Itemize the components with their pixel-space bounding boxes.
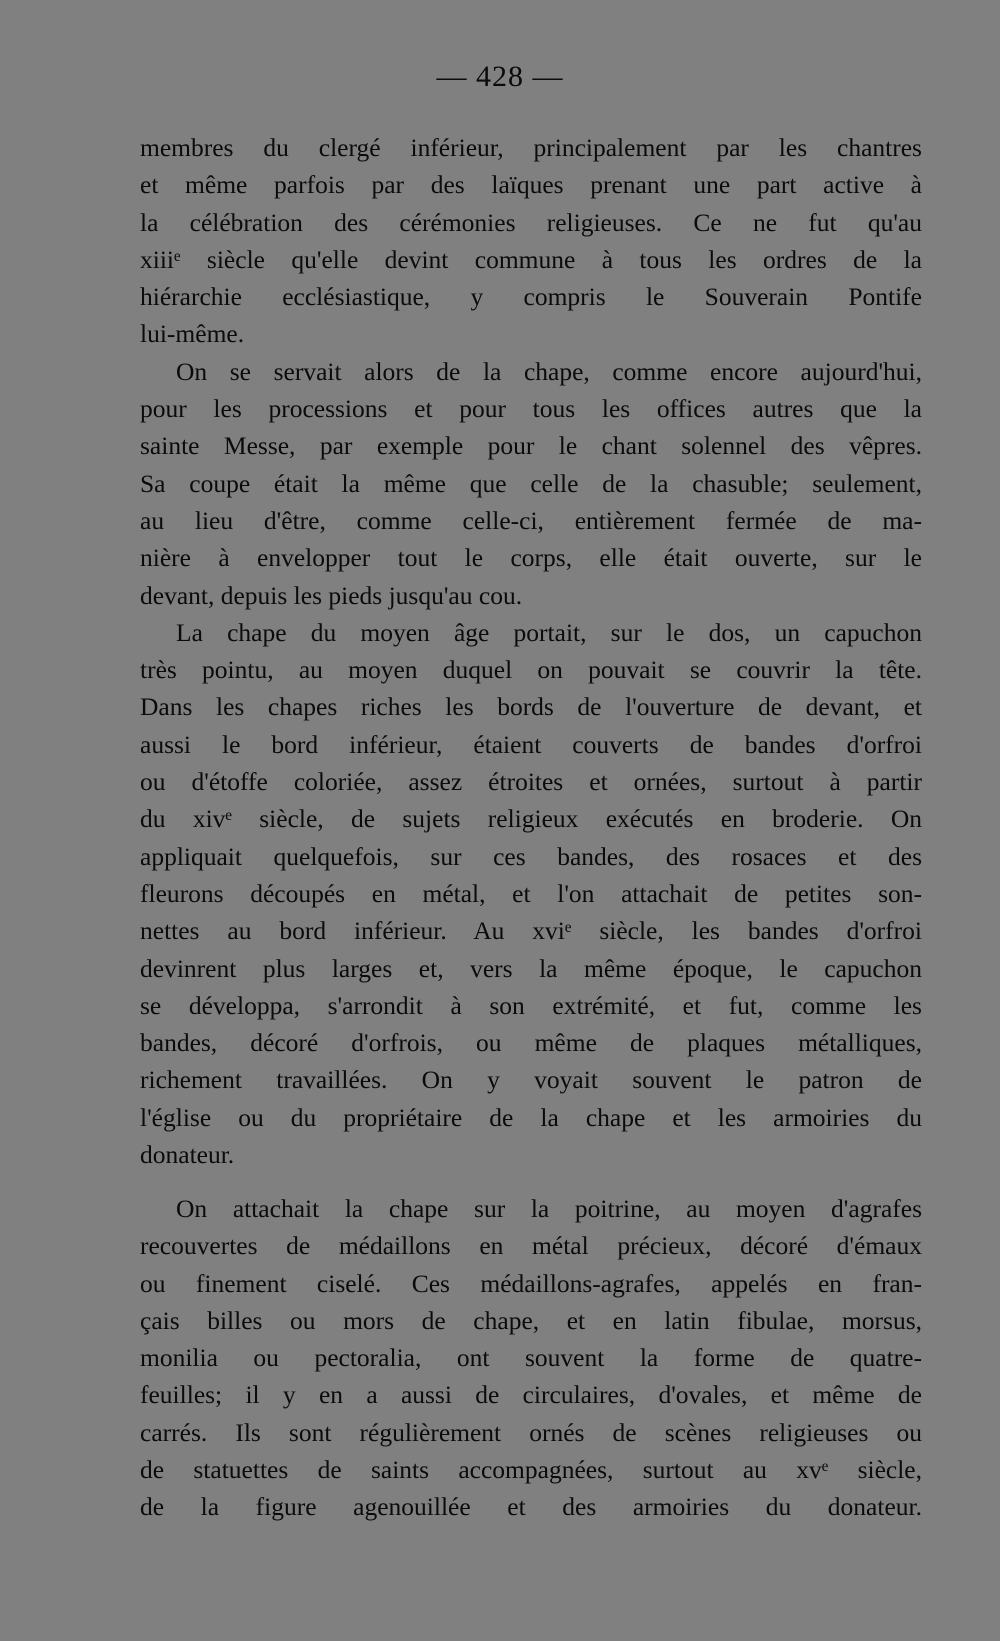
- paragraph-3: [140, 614, 922, 1173]
- text-line-wrap: [140, 1190, 922, 1227]
- text-line: richement travaillées. On y voyait souvent le patron de: [140, 1065, 922, 1095]
- text-line: aussi le bord inférieur, étaient couverts de bandes d'orfroi: [140, 729, 922, 759]
- text-line: donateur.: [140, 1140, 235, 1170]
- text-line: la célébration des cérémonies religieuses. Ce ne fut qu'au: [140, 207, 922, 237]
- text-line: feuilles; il y en a aussi de circulaires, d'ovales, et même de: [140, 1380, 922, 1410]
- text-line-wrap: [140, 614, 922, 651]
- text-line: On se servait alors de la chape, comme encore aujourd'hui,: [176, 356, 922, 386]
- text-line: nière à envelopper tout le corps, elle était ouverte, sur le: [140, 543, 922, 573]
- text-line: Dans les chapes riches les bords de l'ouverture de devant, et: [140, 692, 922, 722]
- text-line: monilia ou pectoralia, ont souvent la forme de quatre-: [140, 1343, 922, 1373]
- text-line: carrés. Ils sont régulièrement ornés de scènes religieuses ou: [140, 1417, 922, 1447]
- text-line: et même parfois par des laïques prenant une part active à: [140, 170, 922, 200]
- text-line: ou finement ciselé. Ces médaillons-agrafes, appelés en fran-: [140, 1268, 922, 1298]
- text-block-upper: [140, 129, 922, 1173]
- text-line: recouvertes de médaillons en métal précieux, décoré d'émaux: [140, 1231, 922, 1261]
- text-line: l'église ou du propriétaire de la chape et les armoiries du: [140, 1102, 922, 1132]
- text-line: se développa, s'arrondit à son extrémité, et fut, comme les: [140, 990, 922, 1020]
- text-line: ou d'étoffe coloriée, assez étroites et ornées, surtout à partir: [140, 767, 922, 797]
- text-line: de la figure agenouillée et des armoiries du donateur.: [140, 1492, 922, 1522]
- text-line: sainte Messe, par exemple pour le chant solennel des vêpres.: [140, 431, 922, 461]
- page-number: — 428 —: [436, 60, 564, 93]
- text-line: fleurons découpés en métal, et l'on attachait de petites son-: [140, 878, 922, 908]
- text-line: très pointu, au moyen duquel on pouvait se couvrir la tête.: [140, 655, 922, 685]
- text-line: xiiiᵉ siècle qu'elle devint commune à tous les ordres de la: [140, 244, 922, 274]
- text-line: bandes, décoré d'orfrois, ou même de plaques métalliques,: [140, 1028, 922, 1058]
- text-block-lower: [140, 1190, 922, 1526]
- paragraph-4: [140, 1190, 922, 1526]
- text-line: du xivᵉ siècle, de sujets religieux exécutés en broderie. On: [140, 804, 922, 834]
- text-line: au lieu d'être, comme celle-ci, entièrement fermée de ma-: [140, 505, 922, 535]
- text-line-wrap: [140, 353, 922, 390]
- text-line: de statuettes de saints accompagnées, surtout au xvᵉ siècle,: [140, 1455, 922, 1485]
- text-line: lui-même.: [140, 319, 245, 349]
- text-line: La chape du moyen âge portait, sur le dos, un capuchon: [176, 617, 922, 647]
- text-line: hiérarchie ecclésiastique, y compris le Souverain Pontife: [140, 282, 922, 312]
- text-line: Sa coupe était la même que celle de la chasuble; seulement,: [140, 468, 922, 498]
- text-line: nettes au bord inférieur. Au xviᵉ siècle, les bandes d'orfroi: [140, 916, 922, 946]
- text-line: pour les processions et pour tous les offices autres que la: [140, 394, 922, 424]
- paragraph-2: [140, 353, 922, 614]
- text-line: devant, depuis les pieds jusqu'au cou.: [140, 580, 523, 610]
- text-line: membres du clergé inférieur, principalement par les chantres: [140, 133, 922, 162]
- text-line: devinrent plus larges et, vers la même époque, le capuchon: [140, 953, 922, 983]
- text-line: appliquait quelquefois, sur ces bandes, des rosaces et des: [140, 841, 922, 871]
- text-line: On attachait la chape sur la poitrine, au moyen d'agrafes: [176, 1194, 922, 1223]
- paragraph-1: [140, 129, 922, 353]
- text-line: çais billes ou mors de chape, et en latin fibulae, morsus,: [140, 1305, 922, 1335]
